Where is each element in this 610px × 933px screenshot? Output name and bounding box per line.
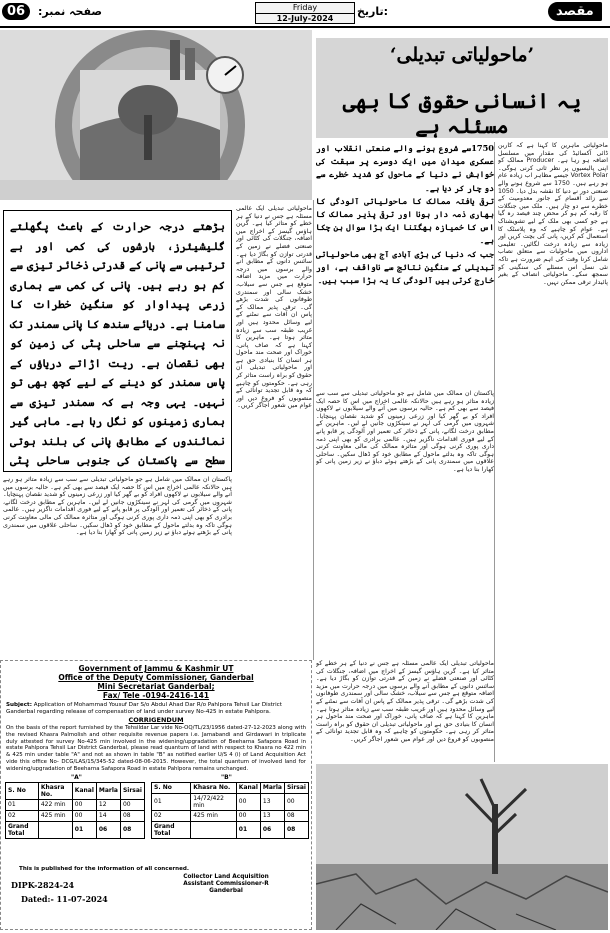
notice-signature <box>166 874 286 895</box>
notice-dated: Dated:- 11-07-2024 <box>21 893 108 904</box>
table-header-cell: Sirsai <box>284 782 308 793</box>
table-row <box>152 793 309 810</box>
table-cell: 00 <box>236 793 260 810</box>
table-cell: 422 min <box>38 799 72 810</box>
table-cell: 00 <box>284 793 308 810</box>
notice-subject-label: Subject: <box>6 702 32 708</box>
table-header-cell: S. No <box>152 782 191 793</box>
table-cell: 00 <box>72 799 96 810</box>
notice-dipk: DIPK-2824-24 <box>11 879 75 890</box>
feature-title-box <box>316 38 608 138</box>
notice-corrigendum: CORRIGENDUM <box>128 716 184 724</box>
illustration <box>0 30 312 200</box>
intro-paragraph: جب کہ دنیا کی بڑی آبادی آج بھی ماحولیاتی تبدیلی کے سنگین نتائج سے ناواقف ہے، اور خارج کرتی ہیں آلودگی کا یہ بڑا سبب ہیں۔ <box>316 248 494 286</box>
table-header-cell: S. No <box>6 782 39 799</box>
notice-body: On the basis of the report furnished by the Tehsildar Lar vide No-OQ/TL/23/1956 dated-27-12-2023 along with the revised Khasra Palmolish and other requisite revenue papers i.e. Jamabandi and Girdawari in triplicate duly attested for survey No-425 min involved in the widening/upgradation of Beeharna Safapora Road in estate Pahlpora Tehsil Lar District Ganderbal, please read quantum of land with respect to Khasra no 422 min & 425 min under table "A" and not as shown in table "B" as notified earlier U/S 4 (i) of Land Acquisition Act vide this office No- DCG/LAS/15/345-52 dated-08-06-2015. However, the total quantum of involved land for widening/upgradation of Beeharna Safapora Road in estate Pahlpora remains unchanged. <box>6 725 306 772</box>
article-column: ماحولیاتی تبدیلی ایک عالمی مسئلہ ہے جس نے دنیا کے ہر خطے کو متاثر کیا ہے۔ گرین ہاؤس گیسز کے اخراج میں اضافہ، جنگلات کی کٹائی اور صنعتی فضلے نے زمین کے قدرتی توازن کو بگاڑ دیا ہے۔ سائنس دانوں کے مطابق آنے والے برسوں میں درجہ حرارت میں مزید اضافہ متوقع ہے جس سے سیلاب، خشک سالی اور سمندری طوفانوں کی شدت بڑھے گی۔ ترقی پذیر ممالک کے پاس ان آفات سے نمٹنے کے لیے وسائل محدود ہیں اور غریب طبقہ سب سے زیادہ متاثر ہوتا ہے۔ ماہرین کا کہنا ہے کہ صاف پانی، خوراک اور صحت مند ماحول ہر انسان کا بنیادی حق ہے اور ماحولیاتی تبدیلی ان حقوق کو براہ راست متاثر کر رہی ہے۔ حکومتوں کو چاہیے کہ وہ قابل تجدید توانائی کے منصوبوں کو فروغ دیں اور عوام میں شعور اجاگر کریں۔ <box>236 205 312 410</box>
table-header-cell: Sirsai <box>120 782 144 799</box>
intro-paragraph: ترقی یافتہ ممالک کا ماحولیاتی آلودگی کا بھاری ذمہ دار ہونا اور ترقی پذیر ممالک کا اس کا خمیازہ بھگتنا ایک بڑا سوال بن چکا ہے۔ <box>316 195 494 246</box>
table-cell: 06 <box>96 821 120 838</box>
table-cell: 08 <box>120 821 144 838</box>
table-row <box>152 821 309 838</box>
pull-quote-box <box>3 210 232 472</box>
day: Friday <box>292 3 318 12</box>
feature-title-line2: یہ انسانی حقوق کا بھی مسئلہ ہے <box>342 88 582 138</box>
table-cell: 01 <box>6 799 39 810</box>
table-cell <box>38 821 72 838</box>
table-cell: 13 <box>260 810 284 821</box>
notice-subject: Application of Mohammad Yousuf Dar S/o Abdul Ahad Dar R/o Pahlpora Tehsil Lar District Ganderbal regarding release of compensation of land under survey No-425 in estate Pahlpora. <box>6 702 282 715</box>
table-cell: 01 <box>72 821 96 838</box>
table-cell: Grand Total <box>152 821 191 838</box>
article-column: ماحولیاتی ماہرین کا کہنا ہے کہ کاربن ڈائی آکسائیڈ کی مقدار میں مسلسل اضافہ ہو رہا ہے۔ Producer ممالک کو اپنی پالیسیوں پر نظر ثانی کرنی ہوگی۔ Vortex Polar جیسے مظاہر اب زیادہ عام ہو رہے ہیں۔ 1750 سے شروع ہونے والے صنعتی دور نے دنیا کا نقشہ بدل دیا۔ 1050 سے زائد اقسام کے جانور معدومیت کے خطرے سے دو چار ہیں۔ ملک میں جنگلات کا رقبہ کم ہو کر محض چند فیصد رہ گیا ہے جو کسی بھی ملک کے لیے تشویشناک ہے۔ عوام کو چاہیے کہ وہ پلاسٹک کا استعمال کم کریں، پانی کی بچت کریں اور زیادہ سے زیادہ درخت لگائیں۔ تعلیمی اداروں میں ماحولیات سے متعلق نصاب شامل کرنا وقت کی اہم ضرورت ہے تاکہ نئی نسل اس مسئلے کی سنگینی کو سمجھ سکے۔ ماحولیاتی انصاف کے بغیر پائیدار ترقی ممکن نہیں۔ <box>498 142 608 286</box>
table-b-label: "B" <box>221 773 232 781</box>
table-row <box>152 810 309 821</box>
table-header-cell: Kanal <box>236 782 260 793</box>
table-row <box>6 821 145 838</box>
table-cell: 00 <box>72 810 96 821</box>
land-table-a <box>5 782 145 839</box>
table-header-cell: Marla <box>260 782 284 793</box>
date-label: تاریخ: <box>357 5 389 18</box>
table-cell: 08 <box>120 810 144 821</box>
table-cell: 425 min <box>38 810 72 821</box>
column-divider <box>313 200 314 660</box>
table-cell: 13 <box>260 793 284 810</box>
table-row <box>6 799 145 810</box>
paper-name: مقصد <box>548 2 602 21</box>
feature-title-line1: ’ماحولیاتی تبدیلی‘ <box>389 44 535 66</box>
article-column: پاکستان ان ممالک میں شامل ہے جو ماحولیاتی تبدیلی سے سب سے زیادہ متاثر ہو رہے ہیں حالانکہ عالمی اخراج میں اس کا حصہ ایک فیصد سے بھی کم ہے۔ حالیہ برسوں میں آنے والے سیلابوں نے لاکھوں افراد کو بے گھر کیا اور زرعی زمینوں کو شدید نقصان پہنچایا۔ شہروں میں گرمی کی لہر نے سینکڑوں جانیں لے لیں۔ ماہرین کے مطابق درخت لگانے، پانی کے ذخائر کی تعمیر اور آلودگی پر قابو پانے کے لیے فوری اقدامات ناگزیر ہیں۔ عالمی برادری کو بھی اپنی ذمہ داری پوری کرنی ہوگی اور متاثرہ ممالک کی مالی معاونت کرنی ہوگی تاکہ وہ بدلتے ماحول کے مطابق خود کو ڈھال سکیں۔ ساحلی علاقوں میں سمندری پانی کے بڑھتے ہوئے دباؤ نے زیر زمین پانی کو کھارا بنا دیا ہے۔ <box>316 390 494 473</box>
table-cell: 06 <box>260 821 284 838</box>
dry-tree-icon <box>316 764 608 930</box>
table-row <box>6 810 145 821</box>
notice-published-note: This is published for the information of all concerned. <box>19 865 190 872</box>
climate-illustration-icon <box>0 30 312 200</box>
signatory-line: Assistant Commissioner-R <box>183 880 269 887</box>
table-cell: 00 <box>236 810 260 821</box>
table-cell: 02 <box>6 810 39 821</box>
date-box <box>255 2 355 24</box>
table-cell: 00 <box>120 799 144 810</box>
table-header-cell: Kanal <box>72 782 96 799</box>
government-notice <box>0 660 312 930</box>
table-cell <box>191 821 237 838</box>
notice-fax: Fax/ Tele -0194-2416-141 <box>102 691 210 700</box>
column-divider <box>494 142 495 762</box>
signatory-line: Collector Land Acquisition <box>183 873 269 880</box>
land-table-b <box>151 782 309 839</box>
notice-govt: Government of Jammu & Kashmir UT <box>78 664 234 673</box>
intro-paragraph: 1750سے شروع ہونے والے صنعتی انقلاب اور عسکری میدان میں ایک دوسرے پر سبقت کی خواہش نے دنیا کے ماحول کو شدید خطرے سے دو چار کر دیا ہے۔ <box>316 143 494 193</box>
table-cell: 08 <box>284 821 308 838</box>
signatory-line: Ganderbal <box>209 887 243 894</box>
cracked-earth-image <box>316 764 608 930</box>
table-cell: 12 <box>96 799 120 810</box>
notice-office: Office of the Deputy Commissioner, Ganderbal <box>58 673 254 682</box>
table-cell: 425 min <box>191 810 237 821</box>
table-cell: Grand Total <box>6 821 39 838</box>
notice-secretariat: Mini Secretariat Ganderbal; <box>97 682 215 691</box>
pull-quote-text: بڑھتے درجہ حرارت کے باعث پگھلتے گلیشیئرز، بارشوں کی کمی اور بے ترتیبی سے پانی کے قدرتی ذخائر تیزی سے کم ہو رہے ہیں۔ پانی کی کمی سے ہماری زرعی پیداوار کو سنگین خطرات کا سامنا ہے۔ دریائے سندھ کا پانی سمندر تک نہ پہنچنے سے ساحلی پٹی کی زمین کو بھی نقصان ہے۔ ریت اڑاتے دریاؤں کے پاس سمندر کو دینے کے لیے کچھ بھی تو نہیں۔ یہی وجہ ہے کہ سمندر تیزی سے ہماری زمینوں کو نگل رہا ہے۔ ماہی گیر نمائندوں کے مطابق پانی کی بلند ہوتی سطح سے پاکستان کی جنوبی ساحلی پٹی <box>10 220 225 467</box>
masthead <box>0 0 610 28</box>
table-header-cell: Khasra No. <box>38 782 72 799</box>
table-cell: 01 <box>152 793 191 810</box>
date: 12-July-2024 <box>256 13 354 24</box>
article-column: ماحولیاتی تبدیلی ایک عالمی مسئلہ ہے جس نے دنیا کے ہر خطے کو متاثر کیا ہے۔ گرین ہاؤس گیسز کے اخراج میں اضافہ، جنگلات کی کٹائی اور صنعتی فضلے نے زمین کے قدرتی توازن کو بگاڑ دیا ہے۔ سائنس دانوں کے مطابق آنے والے برسوں میں درجہ حرارت میں مزید اضافہ متوقع ہے جس سے سیلاب، خشک سالی اور سمندری طوفانوں کی شدت بڑھے گی۔ ترقی پذیر ممالک کے پاس ان آفات سے نمٹنے کے لیے وسائل محدود ہیں اور غریب طبقہ سب سے زیادہ متاثر ہوتا ہے۔ ماہرین کا کہنا ہے کہ صاف پانی، خوراک اور صحت مند ماحول ہر انسان کا بنیادی حق ہے اور ماحولیاتی تبدیلی ان حقوق کو براہ راست متاثر کر رہی ہے۔ حکومتوں کو چاہیے کہ وہ قابل تجدید توانائی کے منصوبوں کو فروغ دیں اور عوام میں شعور اجاگر کریں۔ <box>316 660 494 743</box>
table-header-cell: Khasra No. <box>191 782 237 793</box>
table-header-cell: Marla <box>96 782 120 799</box>
feature-intro <box>316 142 494 387</box>
table-cell: 02 <box>152 810 191 821</box>
article-column: پاکستان ان ممالک میں شامل ہے جو ماحولیاتی تبدیلی سے سب سے زیادہ متاثر ہو رہے ہیں حالانکہ عالمی اخراج میں اس کا حصہ ایک فیصد سے بھی کم ہے۔ حالیہ برسوں میں آنے والے سیلابوں نے لاکھوں افراد کو بے گھر کیا اور زرعی زمینوں کو شدید نقصان پہنچایا۔ شہروں میں گرمی کی لہر نے سینکڑوں جانیں لے لیں۔ ماہرین کے مطابق درخت لگانے، پانی کے ذخائر کی تعمیر اور آلودگی پر قابو پانے کے لیے فوری اقدامات ناگزیر ہیں۔ عالمی برادری کو بھی اپنی ذمہ داری پوری کرنی ہوگی اور متاثرہ ممالک کی مالی معاونت کرنی ہوگی تاکہ وہ بدلتے ماحول کے مطابق خود کو ڈھال سکیں۔ ساحلی علاقوں میں سمندری پانی کے بڑھتے ہوئے دباؤ نے زیر زمین پانی کو کھارا بنا دیا ہے۔ <box>3 476 232 537</box>
table-cell: 08 <box>284 810 308 821</box>
page-number: 06 <box>7 4 26 19</box>
table-a-label: "A" <box>71 773 82 781</box>
table-cell: 14/72/422 min <box>191 793 237 810</box>
page-number-badge <box>2 3 30 20</box>
table-cell: 14 <box>96 810 120 821</box>
page-label: صفحہ نمبر: <box>38 5 102 18</box>
table-cell: 01 <box>236 821 260 838</box>
